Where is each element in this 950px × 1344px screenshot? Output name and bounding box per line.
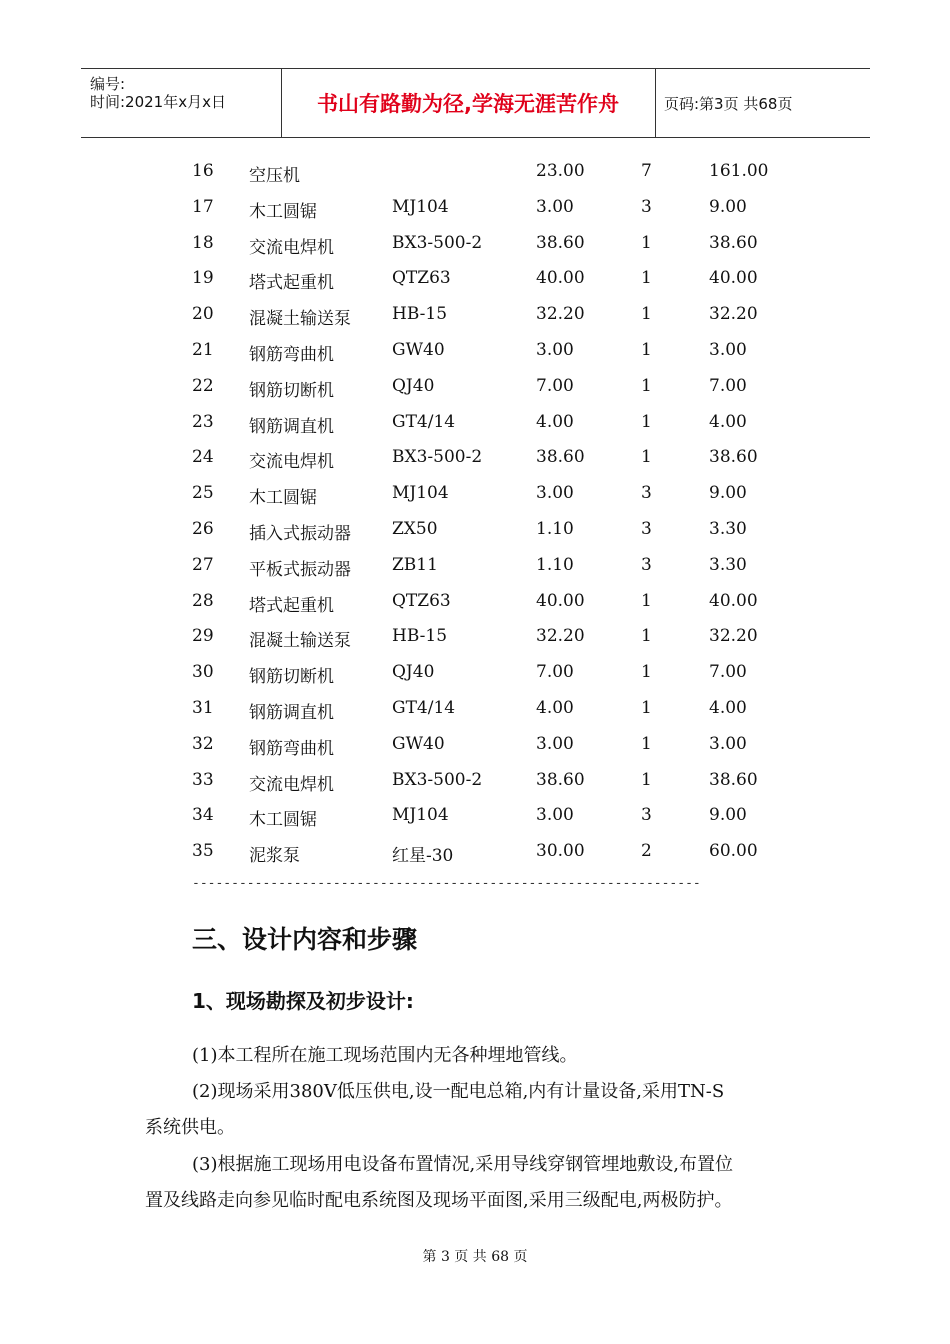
equipment-model: QTZ63 bbox=[392, 590, 451, 611]
total-power: 40.00 bbox=[709, 268, 758, 289]
page-footer: 第 3 页 共 68 页 bbox=[422, 1249, 528, 1265]
table-row bbox=[0, 405, 950, 441]
equipment-model: HB-15 bbox=[392, 626, 448, 647]
total-power: 9.00 bbox=[709, 483, 747, 504]
rated-power: 3.00 bbox=[536, 733, 574, 754]
equipment-model: MJ104 bbox=[392, 196, 449, 217]
total-power: 7.00 bbox=[709, 662, 747, 683]
number-label: 编号: bbox=[90, 75, 126, 93]
equipment-name: 泥浆泵 bbox=[249, 846, 300, 867]
equipment-model: MJ104 bbox=[392, 805, 449, 826]
rated-power: 3.00 bbox=[536, 339, 574, 360]
table-row bbox=[0, 834, 950, 870]
rated-power: 4.00 bbox=[536, 411, 574, 432]
quantity: 1 bbox=[641, 232, 652, 253]
table-row bbox=[0, 190, 950, 226]
rated-power: 3.00 bbox=[536, 196, 574, 217]
equipment-name: 塔式起重机 bbox=[249, 595, 334, 616]
equipment-model: QTZ63 bbox=[392, 268, 451, 289]
rated-power: 1.10 bbox=[536, 518, 574, 539]
table-row bbox=[0, 798, 950, 834]
equipment-name: 木工圆锯 bbox=[249, 201, 317, 222]
row-number: 20 bbox=[192, 304, 214, 325]
equipment-model: BX3-500-2 bbox=[392, 232, 483, 253]
equipment-name: 钢筋切断机 bbox=[249, 380, 334, 401]
table-row bbox=[0, 154, 950, 190]
total-power: 161.00 bbox=[709, 161, 769, 181]
total-power: 38.60 bbox=[709, 232, 758, 253]
section-title: 三、设计内容和步骤 bbox=[192, 925, 418, 954]
table-row bbox=[0, 297, 950, 333]
row-number: 24 bbox=[192, 447, 214, 468]
quantity: 1 bbox=[641, 268, 652, 289]
equipment-name: 混凝土输送泵 bbox=[249, 631, 351, 652]
total-power: 3.30 bbox=[709, 554, 747, 575]
header-meta bbox=[81, 69, 282, 137]
quantity: 1 bbox=[641, 375, 652, 396]
quantity: 3 bbox=[641, 483, 652, 504]
page-header bbox=[81, 68, 870, 138]
header-motto: 书山有路勤为径,学海无涯苦作舟 bbox=[281, 69, 656, 137]
total-power: 7.00 bbox=[709, 375, 747, 396]
equipment-name: 钢筋调直机 bbox=[249, 702, 334, 723]
table-row bbox=[0, 655, 950, 691]
equipment-name: 交流电焊机 bbox=[249, 774, 334, 795]
table-row bbox=[0, 763, 950, 799]
equipment-name: 交流电焊机 bbox=[249, 452, 334, 473]
header-page-info: 页码:第3页 共68页 bbox=[664, 95, 793, 113]
row-number: 35 bbox=[192, 841, 214, 862]
quantity: 3 bbox=[641, 518, 652, 539]
total-power: 3.00 bbox=[709, 339, 747, 360]
equipment-table bbox=[0, 154, 950, 870]
paragraph-2-line-2: 系统供电。 bbox=[145, 1117, 235, 1138]
equipment-name: 钢筋调直机 bbox=[249, 416, 334, 437]
equipment-name: 空压机 bbox=[249, 166, 300, 186]
row-number: 34 bbox=[192, 805, 214, 826]
total-power: 3.30 bbox=[709, 518, 747, 539]
quantity: 2 bbox=[641, 841, 652, 862]
equipment-model: GT4/14 bbox=[392, 697, 456, 718]
row-number: 26 bbox=[192, 518, 214, 539]
row-number: 22 bbox=[192, 375, 214, 396]
quantity: 1 bbox=[641, 697, 652, 718]
rated-power: 40.00 bbox=[536, 590, 585, 611]
equipment-name: 混凝土输送泵 bbox=[249, 309, 351, 330]
table-row bbox=[0, 369, 950, 405]
rated-power: 3.00 bbox=[536, 805, 574, 826]
total-power: 32.20 bbox=[709, 626, 758, 647]
total-power: 4.00 bbox=[709, 411, 747, 432]
quantity: 1 bbox=[641, 447, 652, 468]
total-power: 38.60 bbox=[709, 447, 758, 468]
rated-power: 4.00 bbox=[536, 697, 574, 718]
row-number: 17 bbox=[192, 196, 214, 217]
rated-power: 40.00 bbox=[536, 268, 585, 289]
total-power: 60.00 bbox=[709, 841, 758, 862]
paragraph-3-line-1: (3)根据施工现场用电设备布置情况,采用导线穿钢管埋地敷设,布置位 bbox=[192, 1154, 733, 1175]
table-row bbox=[0, 727, 950, 763]
table-row bbox=[0, 619, 950, 655]
row-number: 21 bbox=[192, 339, 214, 360]
paragraph-3-line-2: 置及线路走向参见临时配电系统图及现场平面图,采用三级配电,两极防护。 bbox=[145, 1190, 733, 1211]
total-power: 4.00 bbox=[709, 697, 747, 718]
table-row bbox=[0, 548, 950, 584]
quantity: 1 bbox=[641, 304, 652, 325]
separator-line: ----------------------------------------------------------------- bbox=[192, 876, 701, 891]
quantity: 3 bbox=[641, 805, 652, 826]
equipment-model: 红星-30 bbox=[392, 846, 454, 867]
paragraph-2-line-1: (2)现场采用380V低压供电,设一配电总箱,内有计量设备,采用TN-S bbox=[192, 1081, 725, 1102]
equipment-model: GW40 bbox=[392, 733, 445, 754]
row-number: 25 bbox=[192, 483, 214, 504]
row-number: 19 bbox=[192, 268, 214, 289]
table-row bbox=[0, 261, 950, 297]
row-number: 18 bbox=[192, 232, 214, 253]
quantity: 1 bbox=[641, 733, 652, 754]
equipment-name: 木工圆锯 bbox=[249, 488, 317, 509]
equipment-model: QJ40 bbox=[392, 662, 435, 683]
total-power: 38.60 bbox=[709, 769, 758, 790]
equipment-model: MJ104 bbox=[392, 483, 449, 504]
total-power: 32.20 bbox=[709, 304, 758, 325]
equipment-model: BX3-500-2 bbox=[392, 769, 483, 790]
quantity: 1 bbox=[641, 626, 652, 647]
total-power: 9.00 bbox=[709, 805, 747, 826]
equipment-name: 塔式起重机 bbox=[249, 273, 334, 294]
rated-power: 3.00 bbox=[536, 483, 574, 504]
rated-power: 1.10 bbox=[536, 554, 574, 575]
table-row bbox=[0, 333, 950, 369]
total-power: 9.00 bbox=[709, 196, 747, 217]
table-row bbox=[0, 226, 950, 262]
quantity: 3 bbox=[641, 196, 652, 217]
table-row bbox=[0, 476, 950, 512]
rated-power: 32.20 bbox=[536, 626, 585, 647]
quantity: 1 bbox=[641, 662, 652, 683]
rated-power: 38.60 bbox=[536, 447, 585, 468]
equipment-model: HB-15 bbox=[392, 304, 448, 325]
quantity: 1 bbox=[641, 590, 652, 611]
equipment-name: 钢筋弯曲机 bbox=[249, 738, 334, 759]
equipment-model: GW40 bbox=[392, 339, 445, 360]
row-number: 33 bbox=[192, 769, 214, 790]
section-subtitle: 1、现场勘探及初步设计: bbox=[192, 989, 414, 1013]
row-number: 23 bbox=[192, 411, 214, 432]
equipment-model: QJ40 bbox=[392, 375, 435, 396]
row-number: 28 bbox=[192, 590, 214, 611]
rated-power: 23.00 bbox=[536, 161, 585, 181]
row-number: 16 bbox=[192, 161, 214, 181]
time-label: 时间:2021年x月x日 bbox=[90, 93, 226, 111]
rated-power: 32.20 bbox=[536, 304, 585, 325]
table-row bbox=[0, 512, 950, 548]
rated-power: 7.00 bbox=[536, 662, 574, 683]
quantity: 1 bbox=[641, 339, 652, 360]
equipment-name: 平板式振动器 bbox=[249, 559, 351, 580]
row-number: 27 bbox=[192, 554, 214, 575]
rated-power: 38.60 bbox=[536, 769, 585, 790]
rated-power: 30.00 bbox=[536, 841, 585, 862]
quantity: 3 bbox=[641, 554, 652, 575]
rated-power: 38.60 bbox=[536, 232, 585, 253]
equipment-name: 钢筋切断机 bbox=[249, 667, 334, 688]
equipment-name: 钢筋弯曲机 bbox=[249, 344, 334, 365]
row-number: 30 bbox=[192, 662, 214, 683]
table-row bbox=[0, 691, 950, 727]
row-number: 31 bbox=[192, 697, 214, 718]
row-number: 32 bbox=[192, 733, 214, 754]
rated-power: 7.00 bbox=[536, 375, 574, 396]
quantity: 1 bbox=[641, 769, 652, 790]
quantity: 1 bbox=[641, 411, 652, 432]
equipment-model: ZB11 bbox=[392, 554, 438, 575]
equipment-name: 插入式振动器 bbox=[249, 523, 351, 544]
table-row bbox=[0, 440, 950, 476]
table-row bbox=[0, 584, 950, 620]
quantity: 7 bbox=[641, 161, 652, 181]
equipment-model: BX3-500-2 bbox=[392, 447, 483, 468]
total-power: 40.00 bbox=[709, 590, 758, 611]
equipment-model: ZX50 bbox=[392, 518, 438, 539]
equipment-model: GT4/14 bbox=[392, 411, 456, 432]
row-number: 29 bbox=[192, 626, 214, 647]
equipment-name: 木工圆锯 bbox=[249, 810, 317, 831]
paragraph-1: (1)本工程所在施工现场范围内无各种埋地管线。 bbox=[192, 1045, 578, 1066]
equipment-name: 交流电焊机 bbox=[249, 237, 334, 258]
total-power: 3.00 bbox=[709, 733, 747, 754]
